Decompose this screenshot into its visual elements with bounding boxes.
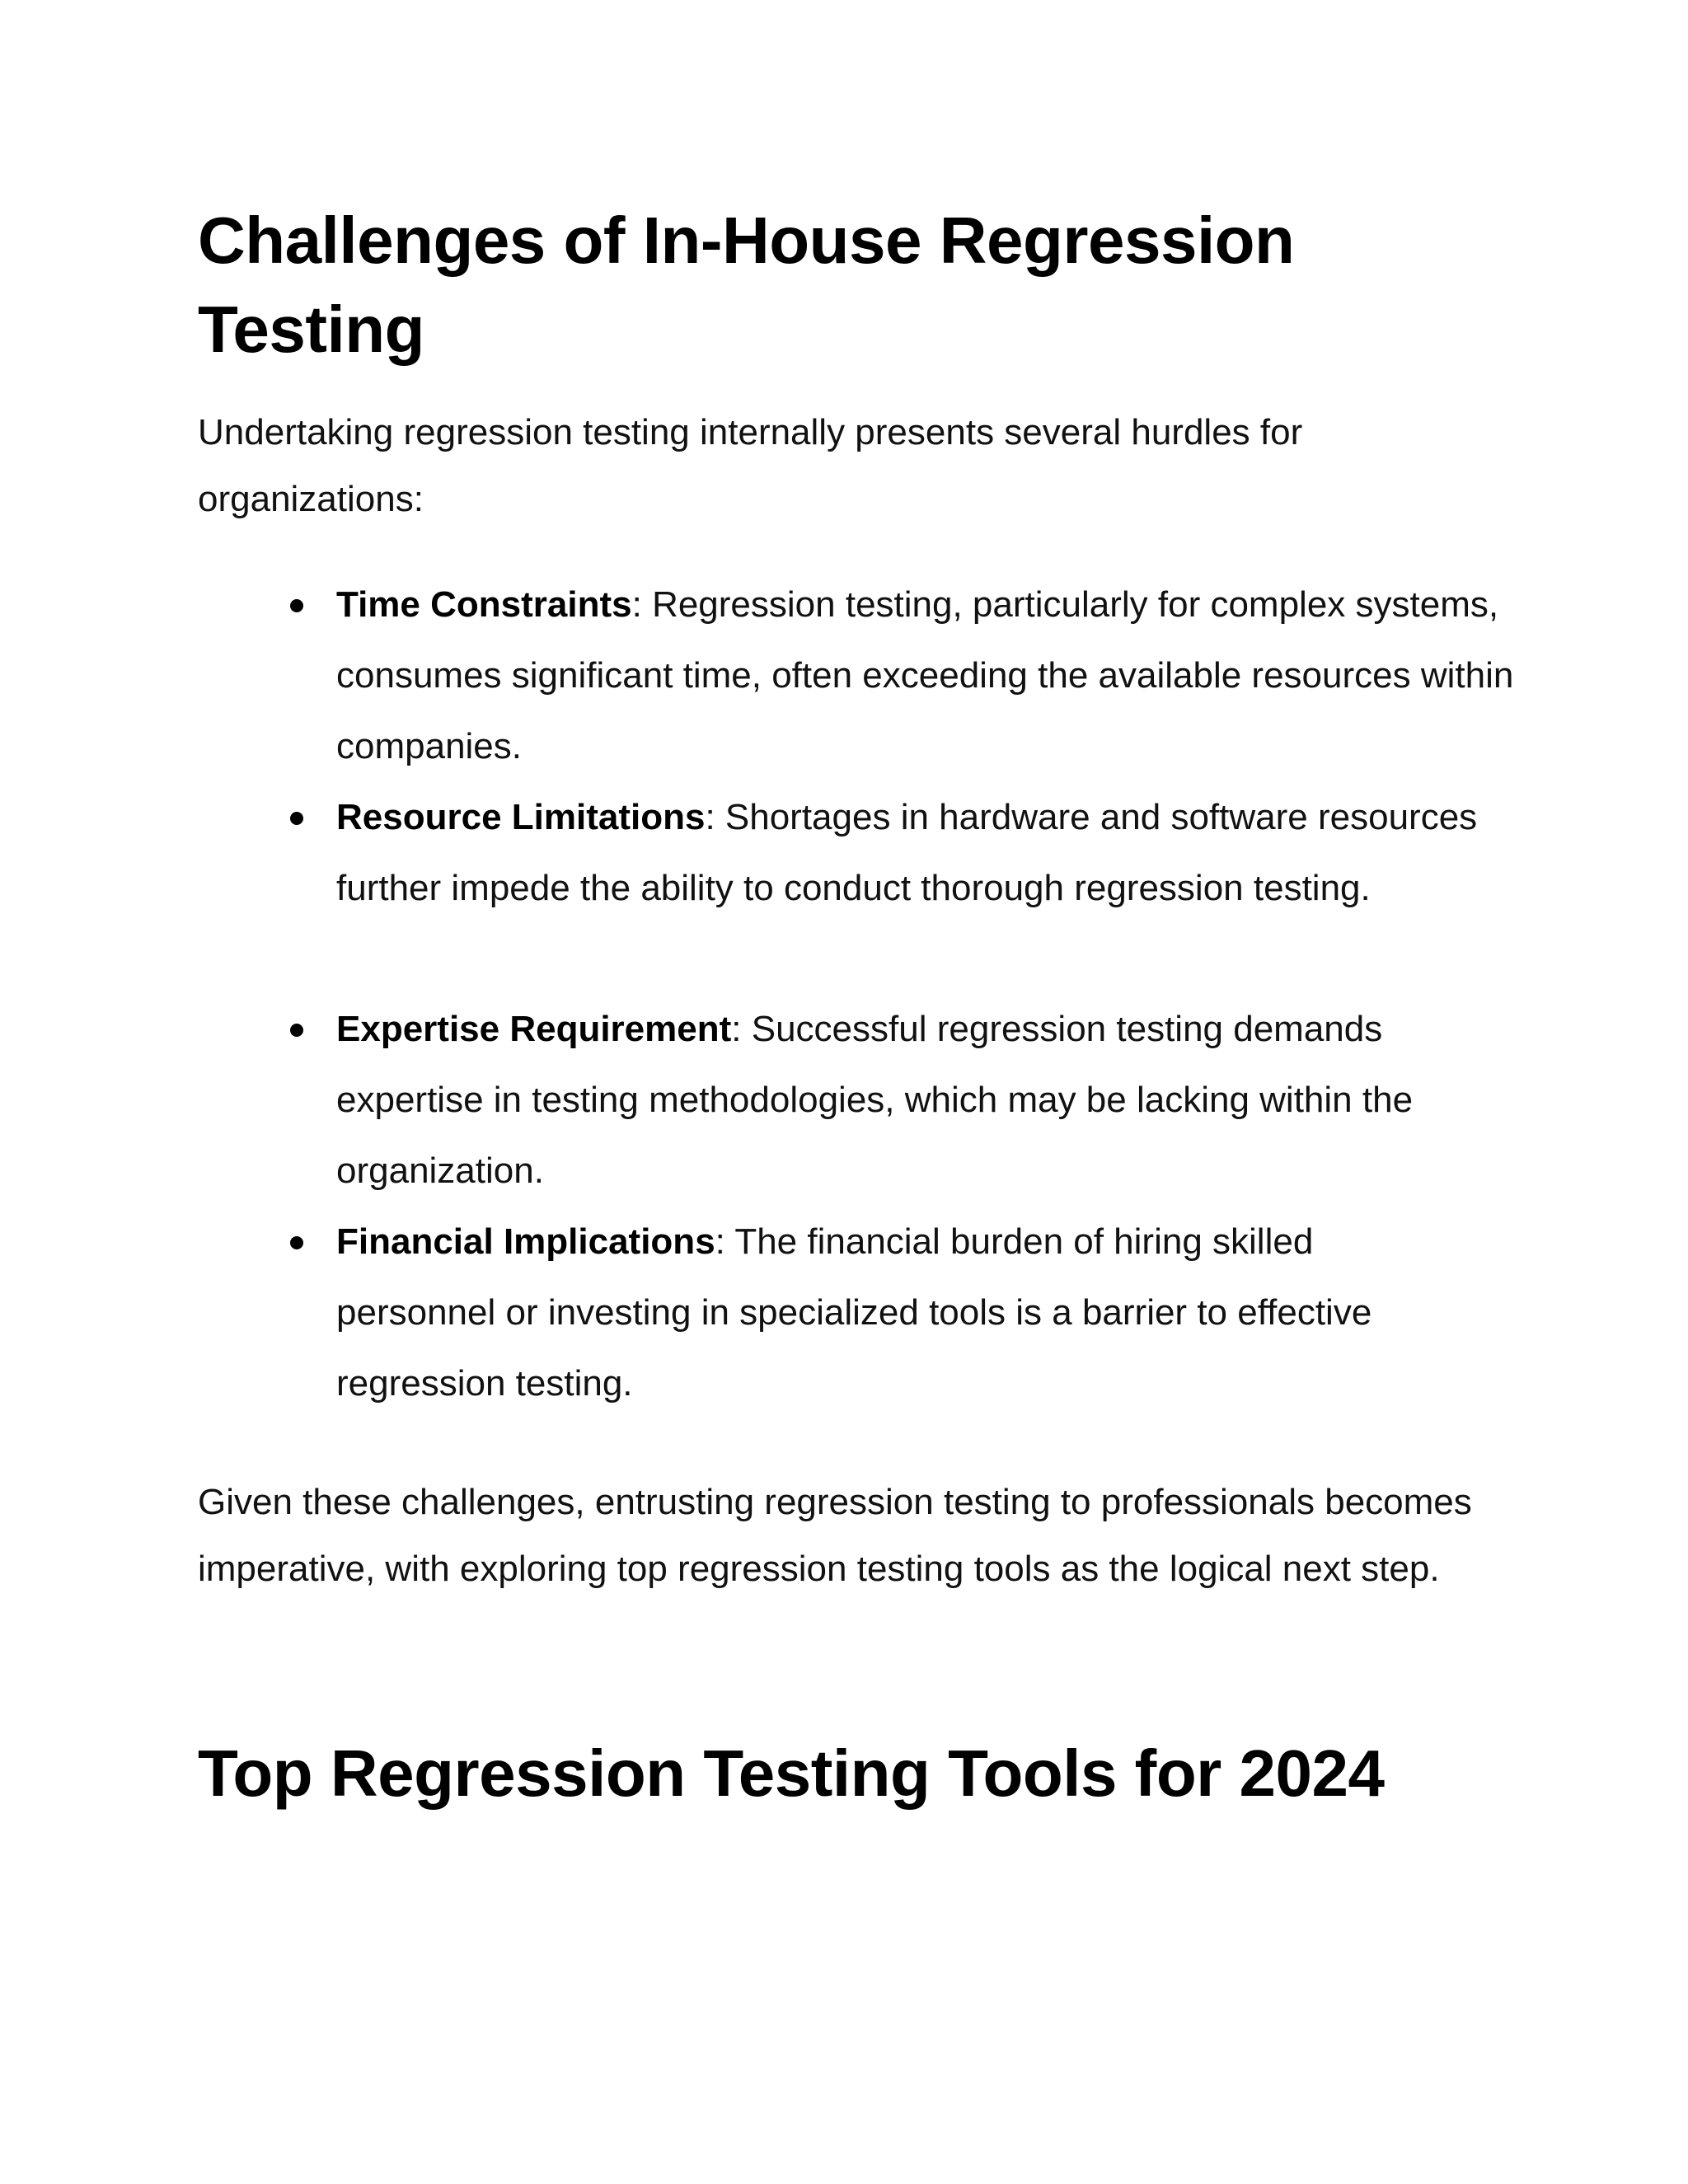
bullet-icon xyxy=(290,1236,303,1249)
list-item-separator: : xyxy=(705,797,725,837)
list-item-separator: : xyxy=(715,1221,735,1262)
bullet-icon xyxy=(290,1024,303,1037)
list-item-term: Time Constraints xyxy=(336,584,632,625)
list-item-description: Successful regression testing demands expertise in testing methodologies, which may be lacking within the organization. xyxy=(336,1009,1414,1191)
list-item-description: Regression testing, particularly for complex systems, consumes significant time, often exceeding the available resources within companies. xyxy=(336,584,1514,766)
list-item-text xyxy=(336,994,1490,1207)
list-item-text xyxy=(336,782,1507,924)
bullet-icon xyxy=(290,599,303,612)
bullet-icon xyxy=(290,812,303,825)
section-heading-tools: Top Regression Testing Tools for 2024 xyxy=(198,1736,1385,1810)
list-item-separator: : xyxy=(731,1009,752,1049)
list-item-text xyxy=(336,569,1523,782)
list-item-text xyxy=(336,1207,1432,1419)
list-item-separator: : xyxy=(631,584,653,625)
list-item-term: Resource Limitations xyxy=(336,797,706,837)
list-item-description: The financial burden of hiring skilled personnel or investing in specialized tools is a barrier to effective regression testing. xyxy=(336,1221,1372,1404)
intro-paragraph: Undertaking regression testing internally presents several hurdles for organizations: xyxy=(198,412,1303,519)
section-heading-challenges: Challenges of In-House Regression Testing xyxy=(198,204,1295,366)
conclusion-paragraph: Given these challenges, entrusting regression testing to professionals becomes imperative, with exploring top regression testing tools as the logical next step. xyxy=(198,1482,1472,1589)
list-item-term: Financial Implications xyxy=(336,1221,715,1262)
list-item-term: Expertise Requirement xyxy=(336,1009,732,1049)
list-item-description: Shortages in hardware and software resources further impede the ability to conduct thorough regression testing. xyxy=(336,797,1478,908)
